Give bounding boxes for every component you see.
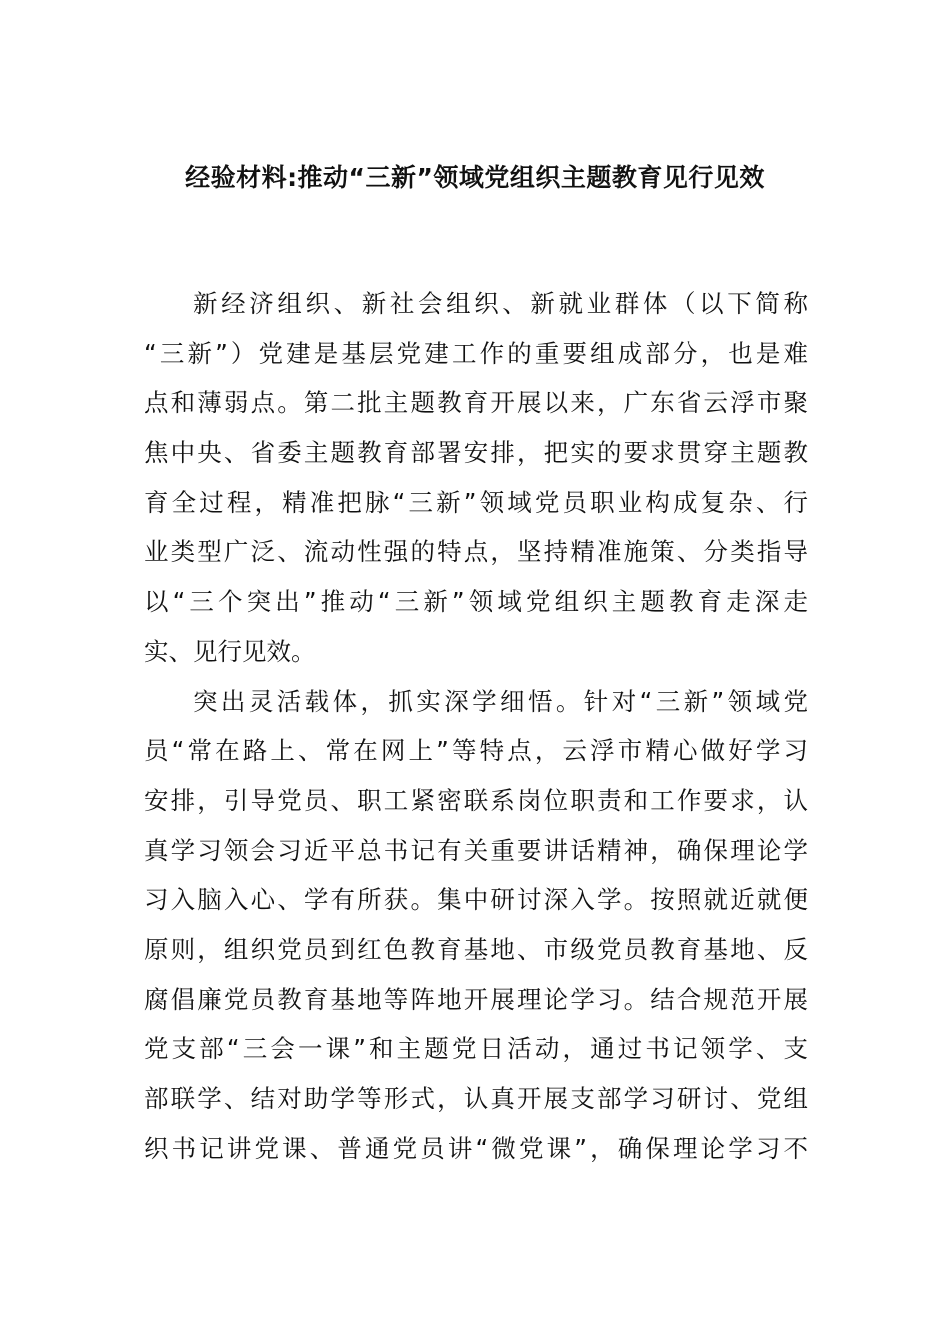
text-line: “三新”）党建是基层党建工作的重要组成部分，也是难 bbox=[144, 338, 808, 368]
text-line: 党支部“三会一课”和主题党日活动，通过书记领学、支 bbox=[144, 1034, 808, 1064]
text-line: 员“常在路上、常在网上”等特点，云浮市精心做好学习 bbox=[144, 736, 808, 766]
text-line: 业类型广泛、流动性强的特点，坚持精准施策、分类指导 bbox=[144, 537, 808, 567]
text-line: 部联学、结对助学等形式，认真开展支部学习研讨、党组 bbox=[144, 1084, 808, 1113]
paragraph-1 bbox=[144, 279, 808, 677]
document-body bbox=[144, 279, 808, 1173]
text-line: 育全过程，精准把脉“三新”领域党员职业构成复杂、行 bbox=[144, 487, 808, 517]
text-line: 突出灵活载体，抓实深学细悟。针对“三新”领域党 bbox=[193, 686, 808, 716]
text-line: 安排，引导党员、职工紧密联系岗位职责和工作要求，认 bbox=[144, 785, 808, 815]
text-line: 焦中央、省委主题教育部署安排，把实的要求贯穿主题教 bbox=[144, 438, 808, 468]
paragraph-2 bbox=[144, 677, 808, 1174]
text-line: 新经济组织、新社会组织、新就业群体（以下简称 bbox=[193, 289, 808, 318]
text-line: 织书记讲党课、普通党员讲“微党课”，确保理论学习不 bbox=[144, 1133, 808, 1163]
text-line: 实、见行见效。 bbox=[144, 636, 316, 666]
text-line: 真学习领会习近平总书记有关重要讲话精神，确保理论学 bbox=[144, 835, 808, 865]
document-title: 经验材料:推动“三新”领域党组织主题教育见行见效 bbox=[185, 163, 765, 192]
text-line: 习入脑入心、学有所获。集中研讨深入学。按照就近就便 bbox=[144, 885, 808, 915]
text-line: 以“三个突出”推动“三新”领域党组织主题教育走深走 bbox=[144, 587, 808, 617]
text-line: 点和薄弱点。第二批主题教育开展以来，广东省云浮市聚 bbox=[144, 388, 808, 418]
text-line: 原则，组织党员到红色教育基地、市级党员教育基地、反 bbox=[144, 934, 808, 964]
text-line: 腐倡廉党员教育基地等阵地开展理论学习。结合规范开展 bbox=[144, 984, 808, 1014]
